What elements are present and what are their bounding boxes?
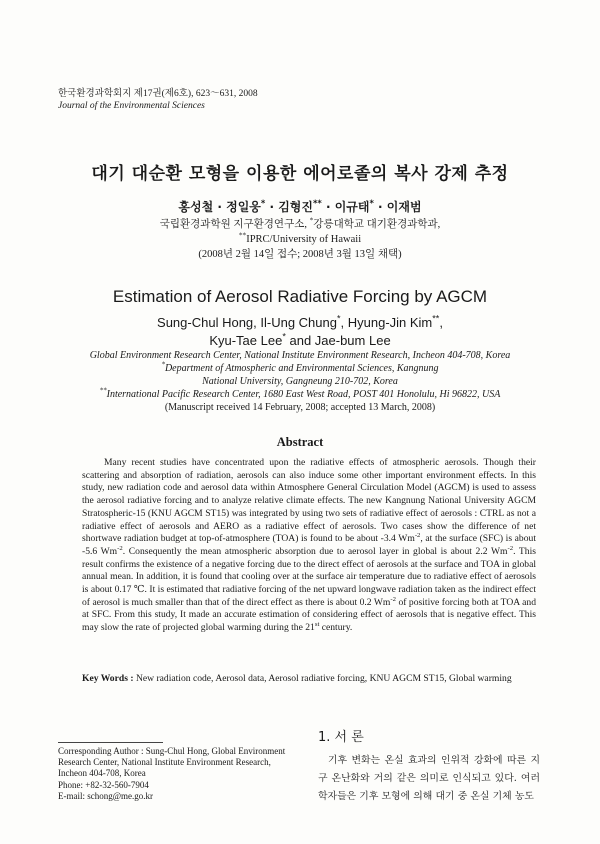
abstract-text: , at the surface (SFC) is about -5.6 Wm bbox=[82, 533, 536, 557]
affil-mark: * bbox=[369, 198, 374, 208]
journal-citation-ko: 한국환경과학회지 제17권(제6호), 623～631, 2008 bbox=[58, 89, 258, 99]
affil-mark: * bbox=[336, 313, 341, 324]
affil-en-line: International Pacific Research Center, 1680 East West Road, POST 401 Honolulu, Hi 96822, USA bbox=[106, 389, 501, 400]
affil-en-line: National University, Gangneung 210-702, Korea bbox=[202, 376, 398, 387]
affil-mark: ** bbox=[313, 198, 322, 208]
abstract-heading: Abstract bbox=[276, 435, 324, 449]
footnote-line: Incheon 404-708, Korea bbox=[58, 768, 146, 779]
footnote-line: Corresponding Author : Sung-Chul Hong, Global Environment bbox=[58, 746, 286, 756]
author-ko: 이재범 bbox=[386, 200, 422, 214]
affil-en-line: Global Environment Research Center, National Institute Environment Research, Incheon 404-708, Korea bbox=[89, 350, 511, 361]
author-separator: , bbox=[439, 315, 443, 330]
abstract-text: Many recent studies have concentrated upon the radiative effects of atmospheric aerosols. Though their scattering and absorption of radiation, aerosols can also induce some other important environment effects. In this study, new radiation code and aerosol data within Atmosphere General Circulation Model (AGCM) is used to assess the aerosol radiative forcing and to analyze relative climate effects. The new Kangnung National University AGCM Stratospheric-15 (KNU AGCM ST15) was integrated by using two sets of radiative effect of aerosols : CTRL as not a radiative effect of aerosols and AERO as a radiative effect of aerosols. Two cases show the difference of net shortwave radiation budget at top-of-atmosphere (TOA) is found to be about -3.4 Wm bbox=[82, 457, 536, 545]
keywords-label: Key Words : bbox=[82, 673, 136, 684]
authors-en bbox=[0, 314, 600, 350]
affil-mark: * bbox=[260, 198, 266, 208]
author-en: Sung-Chul Hong, Il-Ung Chung bbox=[157, 315, 337, 330]
footnote-line: Phone: +82-32-560-7904 bbox=[58, 779, 149, 790]
affil-ko-line: 강릉대학교 대기환경과학과, bbox=[313, 219, 441, 230]
affiliations-ko bbox=[0, 217, 600, 262]
footnote-rule bbox=[58, 742, 163, 743]
footnote-line: E-mail: schong@me.go.kr bbox=[58, 790, 154, 801]
affil-mark: ** bbox=[99, 386, 107, 395]
abstract-text: century. bbox=[319, 622, 353, 634]
paper-title-ko: 대기 대순환 모형을 이용한 에어로졸의 복사 강제 추정 bbox=[91, 164, 509, 184]
footnote-line: Research Center, National Institute Environment Research, bbox=[58, 757, 271, 768]
author-ko: 이규태 bbox=[334, 200, 370, 214]
author-ko: 홍성철 bbox=[178, 200, 214, 214]
author-ko: 정일웅 bbox=[226, 200, 261, 214]
author-separator: · bbox=[213, 200, 227, 214]
section-heading: 1. 서 론 bbox=[318, 730, 364, 745]
exponent: -2 bbox=[414, 532, 421, 540]
affil-mark: ** bbox=[238, 230, 247, 240]
keywords bbox=[82, 673, 552, 685]
affil-en-line: Department of Atmospheric and Environmental Sciences, Kangnung bbox=[164, 363, 439, 374]
affil-ko-line: IPRC/University of Hawaii bbox=[246, 234, 362, 245]
journal-name-en: Journal of the Environmental Sciences bbox=[58, 101, 205, 111]
abstract-body bbox=[82, 457, 536, 635]
affil-mark: * bbox=[161, 360, 165, 369]
abstract-text: of positive forcing both at TOA and at SFC. From this study, It made an accurate estimation of considering effect of aerosols that is negative effect. This may slow the rate of projected global warming during the 21 bbox=[82, 596, 536, 634]
authors-ko bbox=[0, 198, 600, 215]
author-separator: · bbox=[321, 200, 335, 214]
author-ko: 김형진 bbox=[278, 200, 313, 214]
affil-mark: * bbox=[282, 331, 286, 342]
affil-mark: * bbox=[309, 215, 314, 225]
paper-title-en: Estimation of Aerosol Radiative Forcing by AGCM bbox=[112, 287, 488, 306]
exponent: -2 bbox=[507, 544, 514, 552]
ordinal-suffix: st bbox=[314, 620, 320, 628]
affil-ko-line: 국립환경과학원 지구환경연구소, bbox=[159, 219, 307, 230]
received-date-ko: (2008년 2월 14일 접수; 2008년 3월 13일 채택) bbox=[198, 249, 402, 260]
author-separator: · bbox=[373, 200, 387, 214]
exponent: -2 bbox=[117, 544, 123, 552]
corresponding-author-footnote bbox=[58, 746, 298, 802]
affil-mark: ** bbox=[432, 313, 440, 324]
author-en: Kyu-Tae Lee bbox=[209, 333, 283, 348]
affiliations-en bbox=[58, 349, 542, 414]
exponent: -2 bbox=[390, 595, 396, 603]
abstract-text: . Consequently the mean atmospheric absorption due to aerosol layer in global is about 2.2 Wm bbox=[122, 545, 508, 557]
abstract-text: . This result confirms the existence of a negative forcing due to the direct effect of aerosols at the surface and TOA in global annual mean. In addition, it is found that cooling over at the surface air temperature due to radiative effect of aerosols is about 0.17 ℃. It is estimated that radiative forcing of the net upward longwave radiation taken as the indirect effect of aerosol is much smaller than that of the direct effect as there is about 0.2 Wm bbox=[82, 545, 536, 608]
journal-citation bbox=[58, 88, 258, 112]
keywords-text: New radiation code, Aerosol data, Aerosol radiative forcing, KNU AGCM ST15, Global warming bbox=[135, 673, 512, 684]
author-en: and Jae-bum Lee bbox=[285, 333, 391, 348]
author-separator: · bbox=[265, 200, 279, 214]
received-date-en: (Manuscript received 14 February, 2008; accepted 13 March, 2008) bbox=[164, 402, 436, 413]
section-body: 기후 변화는 온실 효과의 인위적 강화에 따른 지구 온난화와 거의 같은 의미로 인식되고 있다. 여러 학자들은 기후 모형에 의해 대기 중 온실 기체 농도 bbox=[318, 755, 540, 802]
author-en: , Hyung-Jin Kim bbox=[340, 315, 433, 330]
